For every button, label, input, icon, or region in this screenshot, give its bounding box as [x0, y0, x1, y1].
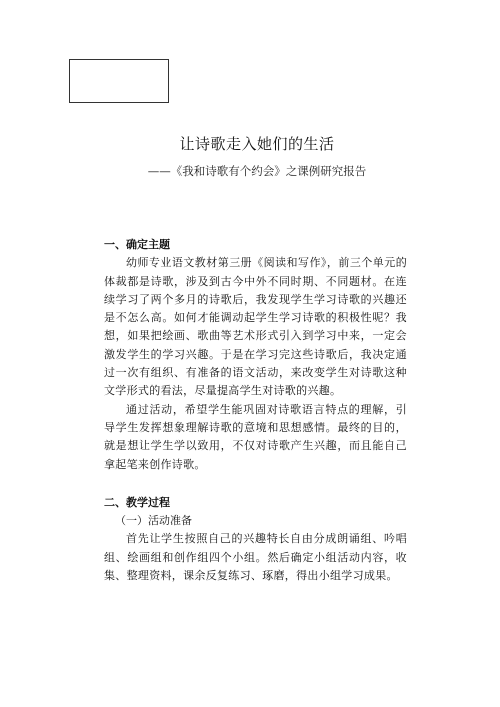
blank-frame-box	[69, 59, 169, 103]
document-body	[104, 236, 407, 585]
section-determine-topic	[104, 236, 407, 474]
paragraph: 首先让学生按照自己的兴趣特长自由分成朗诵组、吟唱组、绘画组和创作组四个小组。然后确定小组活动内容，收集、整理资料，课余反复练习、琢磨，得出小组学习成果。	[104, 532, 407, 583]
section-teaching-process	[104, 494, 407, 585]
document-title: 让诗歌走入她们的生活	[179, 135, 335, 153]
section-heading: 一、确定主题	[104, 238, 170, 251]
document-subtitle: ——《我和诗歌有个约会》之课例研究报告	[147, 164, 367, 178]
subsection-heading: （一）活动准备	[115, 514, 192, 528]
section-heading: 二、教学过程	[104, 495, 170, 509]
paragraph: 幼师专业语文教材第三册《阅读和写作》，前三个单元的体裁都是诗歌，涉及到古今中外不同时期、不同题材。在连续学习了两个多月的诗歌后，我发现学生学习诗歌的兴趣还是不怎么高。如何才能调动起学生学习诗歌的积极性呢？我想，如果把绘画、歌曲等艺术形式引入到学习中来，一定会激发学生的学习兴趣。于是在学习完这些诗歌后，我决定通过一次有组织、有准备的语文活动，来改变学生对诗歌这种文学形式的看法，尽量提高学生对诗歌的兴趣。	[104, 256, 407, 398]
paragraph: 通过活动，希望学生能巩固对诗歌语言特点的理解，引导学生发挥想象理解诗歌的意境和思想感情。最终的目的，就是想让学生学以致用，不仅对诗歌产生兴趣，而且能自己拿起笔来创作诗歌。	[104, 402, 407, 471]
